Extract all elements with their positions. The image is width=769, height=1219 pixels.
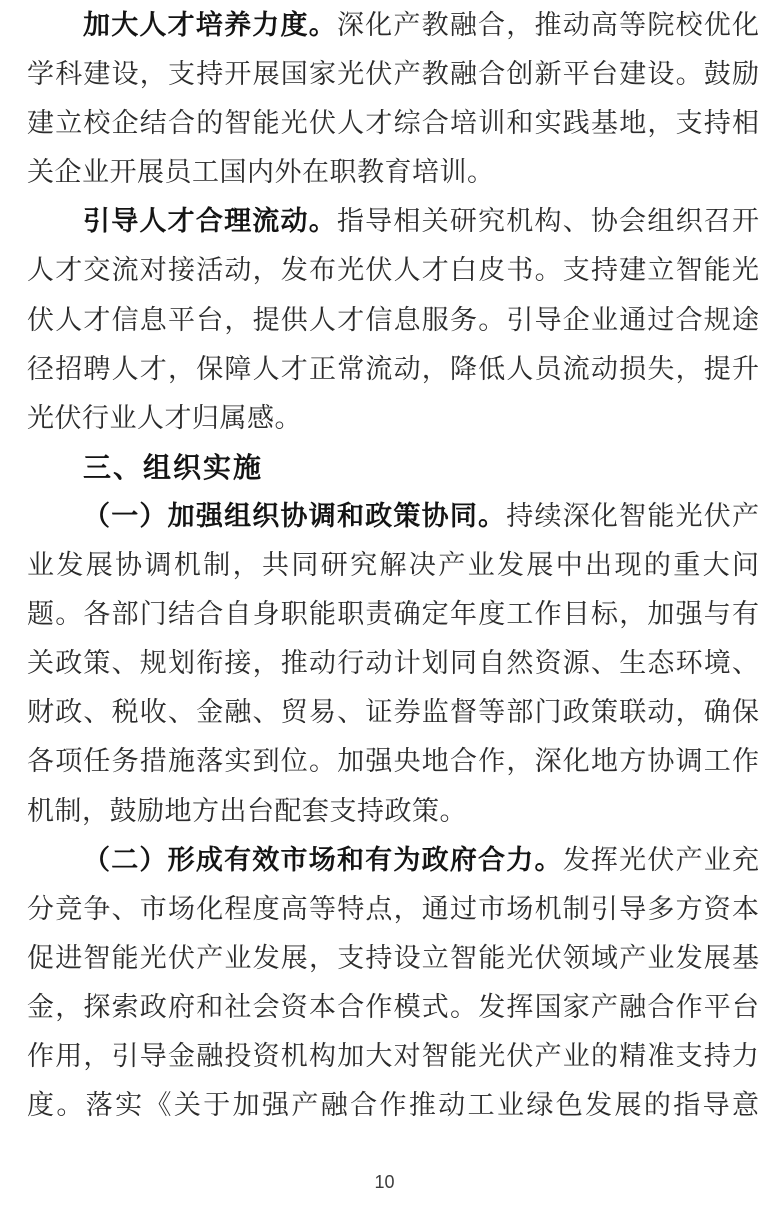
text-line (27, 296, 759, 345)
section-heading (27, 443, 759, 492)
body-text: 光伏行业人才归属感。 (27, 402, 302, 433)
page-number: 10 (374, 1172, 395, 1192)
text-line (27, 787, 759, 836)
text-line (27, 639, 759, 688)
body-text: 径招聘人才，保障人才正常流动，降低人员流动损失，提升 (27, 353, 759, 384)
text-line (27, 99, 759, 148)
text-line (27, 885, 759, 934)
body-text: 度。落实《关于加强产融合作推动工业绿色发展的指导意 (27, 1090, 759, 1121)
body-text: 各项任务措施落实到位。加强央地合作，深化地方协调工作 (27, 746, 759, 777)
text-line (27, 50, 759, 99)
body-text: 关政策、规划衔接，推动行动计划同自然资源、生态环境、 (27, 648, 759, 679)
bold-lead-in: （二）形成有效市场和有为政府合力。 (83, 844, 563, 875)
body-text: 深化产教融合，推动高等院校优化 (336, 10, 759, 40)
text-line (27, 737, 759, 786)
text-line (27, 836, 759, 885)
text-line (27, 394, 759, 443)
body-text: 作用，引导金融投资机构加大对智能光伏产业的精准支持力 (27, 1040, 759, 1071)
text-line (27, 590, 759, 639)
text-line (27, 492, 759, 541)
document-body (27, 1, 759, 1130)
body-text: 伏人才信息平台，提供人才信息服务。引导企业通过合规途 (27, 304, 759, 335)
body-text: 发挥光伏产业充 (562, 844, 759, 875)
text-line (27, 148, 759, 197)
text-line (27, 541, 759, 590)
text-line (27, 1032, 759, 1081)
text-line (27, 688, 759, 737)
body-text: 学科建设，支持开展国家光伏产教融合创新平台建设。鼓励 (27, 59, 759, 90)
body-text: 人才交流对接活动，发布光伏人才白皮书。支持建立智能光 (27, 255, 759, 286)
text-line (27, 1081, 759, 1130)
text-line (27, 983, 759, 1032)
body-text: 业发展协调机制，共同研究解决产业发展中出现的重大问 (27, 550, 759, 581)
body-text: 促进智能光伏产业发展，支持设立智能光伏领域产业发展基 (27, 942, 759, 973)
body-text: 财政、税收、金融、贸易、证券监督等部门政策联动，确保 (27, 697, 759, 728)
text-line (27, 246, 759, 295)
body-text: 关企业开展员工国内外在职教育培训。 (27, 157, 495, 188)
bold-lead-in: 三、组织实施 (83, 451, 264, 483)
text-line (27, 934, 759, 983)
bold-lead-in: 引导人才合理流动。 (83, 206, 337, 237)
text-line (27, 1, 759, 50)
body-text: 机制，鼓励地方出台配套支持政策。 (27, 795, 467, 826)
body-text: 金，探索政府和社会资本合作模式。发挥国家产融合作平台 (27, 991, 759, 1022)
body-text: 指导相关研究机构、协会组织召开 (336, 206, 759, 237)
body-text: 持续深化智能光伏产 (506, 500, 759, 531)
bold-lead-in: 加大人才培养力度。 (83, 10, 337, 40)
body-text: 建立校企结合的智能光伏人才综合培训和实践基地，支持相 (27, 108, 759, 139)
text-line (27, 345, 759, 394)
body-text: 分竞争、市场化程度高等特点，通过市场机制引导多方资本 (27, 893, 759, 924)
text-line (27, 197, 759, 246)
bold-lead-in: （一）加强组织协调和政策协同。 (83, 500, 507, 531)
body-text: 题。各部门结合自身职能职责确定年度工作目标，加强与有 (27, 599, 759, 630)
